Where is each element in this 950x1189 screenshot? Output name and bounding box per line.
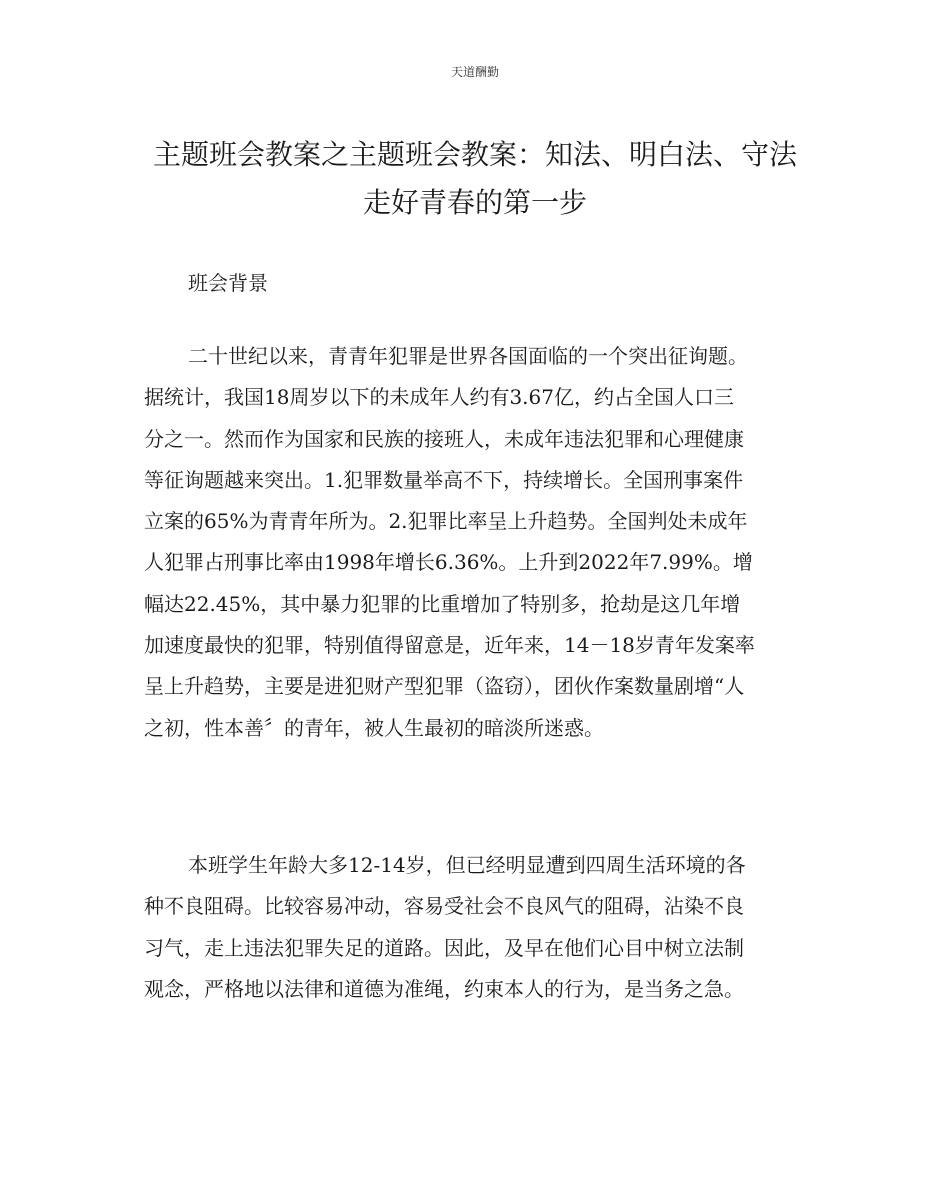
paragraph-line: 种不良阻碍。比较容易冲动，容易受社会不良风气的阻碍，沾染不良	[144, 894, 744, 919]
section-heading: 班会背景	[188, 271, 268, 295]
document-title	[140, 131, 810, 227]
paragraph-line: 幅达22.45%，其中暴力犯罪的比重增加了特别多，抢劫是这几年增	[144, 591, 741, 616]
paragraph-line: 分之一。然而作为国家和民族的接班人，未成年违法犯罪和心理健康	[144, 426, 744, 451]
paragraph-line: 加速度最快的犯罪，特别值得留意是，近年来，14－18岁青年发案率	[144, 633, 755, 658]
title-line: 走好青春的第一步	[362, 186, 587, 219]
page-header: 天道酬勤	[450, 65, 499, 79]
paragraph-line: 立案的65%为青青年所为。2.犯罪比率呈上升趋势。全国判处未成年	[144, 509, 748, 534]
paragraph-line: 据统计，我国18周岁以下的未成年人约有3.67亿，约占全国人口三	[144, 385, 734, 410]
paragraph-line: 等征询题越来突出。1.犯罪数量举高不下，持续增长。全国刑事案件	[144, 467, 744, 492]
paragraph-line: 之初，性本善〞的青年，被人生最初的暗淡所迷惑。	[144, 715, 604, 740]
paragraph-line: 人犯罪占刑事比率由1998年增长6.36%。上升到2022年7.99%。增	[144, 550, 753, 575]
paragraph-line: 呈上升趋势，主要是进犯财产型犯罪（盗窃），团伙作案数量剧增“人	[144, 674, 745, 699]
paragraph-line: 二十世纪以来，青青年犯罪是世界各国面临的一个突出征询题。	[188, 344, 748, 368]
paragraph-line: 观念，严格地以法律和道德为准绳，约束本人的行为，是当务之急。	[144, 976, 744, 1001]
title-line: 主题班会教案之主题班会教案：知法、明白法、守法	[152, 138, 797, 171]
paragraph-line: 本班学生年龄大多12-14岁，但已经明显遭到四周生活环境的各	[188, 853, 746, 877]
paragraph-line: 习气，走上违法犯罪失足的道路。因此，及早在他们心目中树立法制	[144, 935, 744, 960]
paragraph-class-situation	[144, 845, 806, 1010]
paragraph-background-statistics	[144, 336, 806, 749]
